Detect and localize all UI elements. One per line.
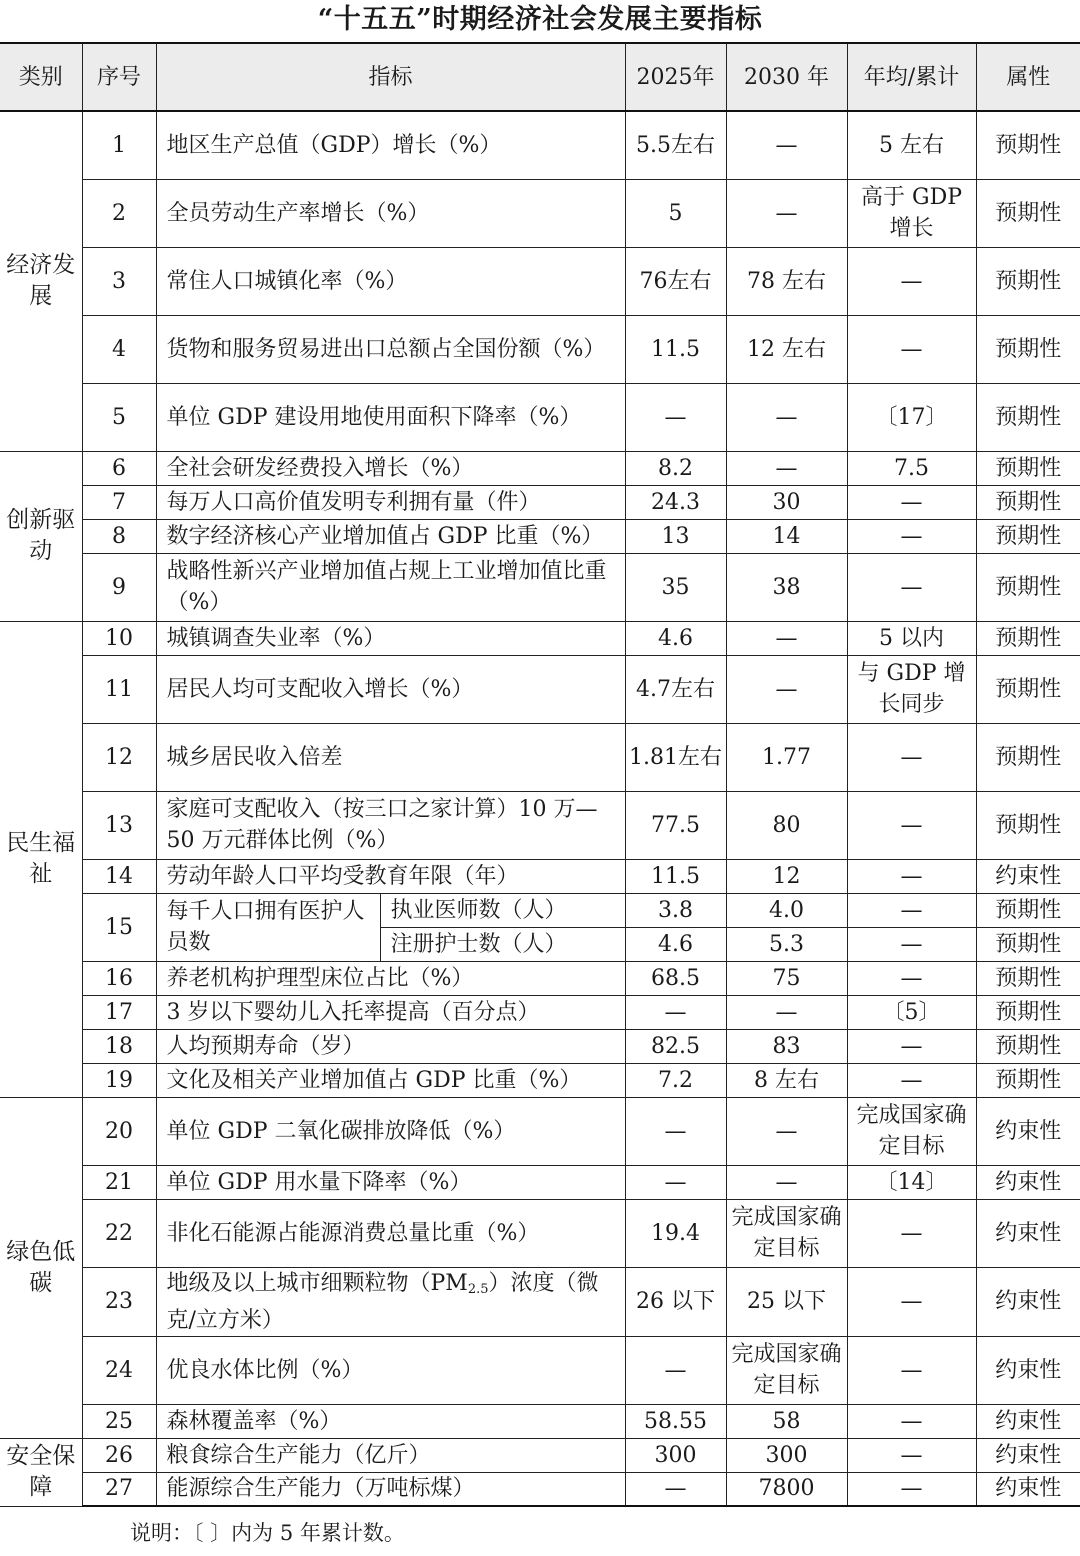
row-annual: —	[847, 247, 976, 315]
row-indicator: 单位 GDP 用水量下降率（%）	[156, 1165, 625, 1199]
table-row	[0, 1063, 1080, 1097]
row-no: 2	[82, 179, 156, 247]
row-2030: —	[726, 111, 847, 179]
row-annual: —	[847, 1267, 976, 1336]
row-indicator: 战略性新兴产业增加值占规上工业增加值比重（%）	[156, 553, 625, 621]
row-attribute: 预期性	[976, 893, 1080, 927]
row-indicator: 货物和服务贸易进出口总额占全国份额（%）	[156, 315, 625, 383]
row-2030: 25 以下	[726, 1267, 847, 1336]
col-header-2030: 2030 年	[726, 43, 847, 111]
row-no: 18	[82, 1029, 156, 1063]
row-2025: —	[625, 1336, 726, 1404]
row-no: 23	[82, 1267, 156, 1336]
table-row	[0, 553, 1080, 621]
table-row	[0, 995, 1080, 1029]
row-indicator: 城乡居民收入倍差	[156, 723, 625, 791]
row-attribute: 预期性	[976, 655, 1080, 723]
col-header-no: 序号	[82, 43, 156, 111]
row-annual: 5 以内	[847, 621, 976, 655]
row-2030: 完成国家确定目标	[726, 1199, 847, 1267]
row-2025: 19.4	[625, 1199, 726, 1267]
row-no: 9	[82, 553, 156, 621]
row-attribute: 预期性	[976, 1029, 1080, 1063]
row-attribute: 约束性	[976, 1199, 1080, 1267]
row-annual: —	[847, 961, 976, 995]
row-2025: —	[625, 1097, 726, 1165]
row-attribute: 预期性	[976, 1063, 1080, 1097]
row-annual: 〔17〕	[847, 383, 976, 451]
row-2025: 26 以下	[625, 1267, 726, 1336]
row-attribute: 预期性	[976, 315, 1080, 383]
indicator-text: 地级及以上城市细颗粒物（PM	[166, 1270, 468, 1296]
row-2030: —	[726, 1165, 847, 1199]
row-2025: 11.5	[625, 315, 726, 383]
table-row	[0, 519, 1080, 553]
row-indicator: 每千人口拥有医护人员数	[156, 893, 380, 961]
row-annual: —	[847, 859, 976, 893]
row-annual: 高于 GDP 增长	[847, 179, 976, 247]
row-2025: 11.5	[625, 859, 726, 893]
table-row	[0, 451, 1080, 485]
table-row	[0, 1404, 1080, 1438]
row-2030: 7800	[726, 1472, 847, 1506]
row-no: 21	[82, 1165, 156, 1199]
row-2025: —	[625, 383, 726, 451]
row-annual: —	[847, 1029, 976, 1063]
row-no: 1	[82, 111, 156, 179]
row-2025: 4.6	[625, 621, 726, 655]
row-2030: 75	[726, 961, 847, 995]
row-attribute: 约束性	[976, 1472, 1080, 1506]
row-annual: —	[847, 553, 976, 621]
row-no: 11	[82, 655, 156, 723]
row-indicator: 非化石能源占能源消费总量比重（%）	[156, 1199, 625, 1267]
page-title: “十五五”时期经济社会发展主要指标	[317, 4, 763, 35]
row-annual: 5 左右	[847, 111, 976, 179]
row-2030: 78 左右	[726, 247, 847, 315]
row-no: 15	[82, 893, 156, 961]
row-2030: 完成国家确定目标	[726, 1336, 847, 1404]
table-row	[0, 485, 1080, 519]
row-2025: 35	[625, 553, 726, 621]
row-attribute: 预期性	[976, 995, 1080, 1029]
row-attribute: 预期性	[976, 485, 1080, 519]
row-attribute: 预期性	[976, 111, 1080, 179]
indicators-table	[0, 42, 1080, 1507]
row-2030: —	[726, 179, 847, 247]
row-annual: 7.5	[847, 451, 976, 485]
table-row	[0, 1165, 1080, 1199]
row-2030: 83	[726, 1029, 847, 1063]
row-2030: 300	[726, 1438, 847, 1472]
row-no: 8	[82, 519, 156, 553]
col-header-indicator: 指标	[156, 43, 625, 111]
row-indicator: 每万人口高价值发明专利拥有量（件）	[156, 485, 625, 519]
table-row	[0, 655, 1080, 723]
row-2025: 300	[625, 1438, 726, 1472]
row-indicator: 养老机构护理型床位占比（%）	[156, 961, 625, 995]
row-no: 16	[82, 961, 156, 995]
row-attribute: 预期性	[976, 927, 1080, 961]
row-2030: —	[726, 451, 847, 485]
row-2025: 13	[625, 519, 726, 553]
row-no: 20	[82, 1097, 156, 1165]
category-wellbeing: 民生福祉	[0, 621, 82, 1097]
row-2025: 24.3	[625, 485, 726, 519]
row-indicator: 全员劳动生产率增长（%）	[156, 179, 625, 247]
row-2025: 76左右	[625, 247, 726, 315]
row-indicator: 劳动年龄人口平均受教育年限（年）	[156, 859, 625, 893]
row-2025: —	[625, 1165, 726, 1199]
row-2025: 77.5	[625, 791, 726, 859]
row-no: 24	[82, 1336, 156, 1404]
row-indicator: 居民人均可支配收入增长（%）	[156, 655, 625, 723]
footnote: 说明：〔 〕内为 5 年累计数。	[130, 1521, 405, 1545]
table-row	[0, 1472, 1080, 1506]
row-attribute: 预期性	[976, 723, 1080, 791]
row-2030: —	[726, 655, 847, 723]
row-indicator	[156, 1267, 625, 1336]
row-attribute: 预期性	[976, 383, 1080, 451]
subscript-text: 2.5	[467, 1281, 489, 1297]
row-no: 3	[82, 247, 156, 315]
table-row	[0, 179, 1080, 247]
col-header-annual: 年均/累计	[847, 43, 976, 111]
row-indicator: 常住人口城镇化率（%）	[156, 247, 625, 315]
row-attribute: 约束性	[976, 1438, 1080, 1472]
row-2025: 8.2	[625, 451, 726, 485]
category-security: 安全保障	[0, 1438, 82, 1506]
row-no: 12	[82, 723, 156, 791]
indicator-text: ）浓度（微克/立方米）	[166, 1270, 599, 1333]
row-2025: 68.5	[625, 961, 726, 995]
row-2030: 5.3	[726, 927, 847, 961]
row-2025: 58.55	[625, 1404, 726, 1438]
row-no: 5	[82, 383, 156, 451]
row-indicator: 文化及相关产业增加值占 GDP 比重（%）	[156, 1063, 625, 1097]
col-header-2025: 2025年	[625, 43, 726, 111]
row-indicator: 森林覆盖率（%）	[156, 1404, 625, 1438]
row-2025: 7.2	[625, 1063, 726, 1097]
row-indicator: 粮食综合生产能力（亿斤）	[156, 1438, 625, 1472]
row-annual: —	[847, 1063, 976, 1097]
row-annual: —	[847, 791, 976, 859]
row-2030: 12 左右	[726, 315, 847, 383]
row-annual: —	[847, 1472, 976, 1506]
row-attribute: 约束性	[976, 1404, 1080, 1438]
row-attribute: 约束性	[976, 1336, 1080, 1404]
row-2030: 80	[726, 791, 847, 859]
row-no: 25	[82, 1404, 156, 1438]
row-attribute: 预期性	[976, 519, 1080, 553]
table-row	[0, 247, 1080, 315]
category-economy: 经济发展	[0, 111, 82, 451]
row-2030: —	[726, 1097, 847, 1165]
col-header-attribute: 属性	[976, 43, 1080, 111]
table-row	[0, 383, 1080, 451]
table-row	[0, 1097, 1080, 1165]
row-2025: 3.8	[625, 893, 726, 927]
row-no: 4	[82, 315, 156, 383]
row-no: 10	[82, 621, 156, 655]
row-2030: 14	[726, 519, 847, 553]
category-innovation: 创新驱动	[0, 451, 82, 621]
table-row	[0, 111, 1080, 179]
row-annual: —	[847, 1199, 976, 1267]
row-annual: 〔5〕	[847, 995, 976, 1029]
row-indicator: 数字经济核心产业增加值占 GDP 比重（%）	[156, 519, 625, 553]
row-attribute: 预期性	[976, 247, 1080, 315]
row-attribute: 约束性	[976, 1165, 1080, 1199]
row-attribute: 预期性	[976, 553, 1080, 621]
row-no: 14	[82, 859, 156, 893]
row-attribute: 预期性	[976, 179, 1080, 247]
row-annual: —	[847, 723, 976, 791]
table-row	[0, 893, 1080, 927]
row-2030: 30	[726, 485, 847, 519]
category-green: 绿色低碳	[0, 1097, 82, 1438]
row-indicator: 地区生产总值（GDP）增长（%）	[156, 111, 625, 179]
row-annual: 〔14〕	[847, 1165, 976, 1199]
row-indicator: 全社会研发经费投入增长（%）	[156, 451, 625, 485]
row-sub-indicator: 注册护士数（人）	[380, 927, 625, 961]
table-row	[0, 315, 1080, 383]
table-row	[0, 1029, 1080, 1063]
row-no: 7	[82, 485, 156, 519]
header-row	[0, 43, 1080, 111]
row-indicator: 城镇调查失业率（%）	[156, 621, 625, 655]
row-indicator: 家庭可支配收入（按三口之家计算）10 万—50 万元群体比例（%）	[156, 791, 625, 859]
table-row	[0, 621, 1080, 655]
row-indicator: 单位 GDP 二氧化碳排放降低（%）	[156, 1097, 625, 1165]
row-annual: —	[847, 893, 976, 927]
row-annual: —	[847, 1404, 976, 1438]
row-attribute: 预期性	[976, 791, 1080, 859]
row-no: 26	[82, 1438, 156, 1472]
row-indicator: 3 岁以下婴幼儿入托率提高（百分点）	[156, 995, 625, 1029]
row-attribute: 预期性	[976, 621, 1080, 655]
row-2025: 82.5	[625, 1029, 726, 1063]
row-annual: —	[847, 1336, 976, 1404]
row-attribute: 约束性	[976, 859, 1080, 893]
row-annual: —	[847, 519, 976, 553]
row-indicator: 人均预期寿命（岁）	[156, 1029, 625, 1063]
row-indicator: 单位 GDP 建设用地使用面积下降率（%）	[156, 383, 625, 451]
row-2025: 4.7左右	[625, 655, 726, 723]
row-no: 27	[82, 1472, 156, 1506]
row-no: 19	[82, 1063, 156, 1097]
row-annual: 与 GDP 增长同步	[847, 655, 976, 723]
table-row	[0, 1336, 1080, 1404]
row-2025: 4.6	[625, 927, 726, 961]
row-2025: 5.5左右	[625, 111, 726, 179]
row-annual: —	[847, 485, 976, 519]
row-sub-indicator: 执业医师数（人）	[380, 893, 625, 927]
row-indicator: 能源综合生产能力（万吨标煤）	[156, 1472, 625, 1506]
row-annual: —	[847, 315, 976, 383]
table-row	[0, 1438, 1080, 1472]
row-2030: 1.77	[726, 723, 847, 791]
row-annual: 完成国家确定目标	[847, 1097, 976, 1165]
table-row	[0, 859, 1080, 893]
row-2025: 5	[625, 179, 726, 247]
table-row	[0, 1199, 1080, 1267]
table-row	[0, 791, 1080, 859]
row-2025: —	[625, 995, 726, 1029]
row-2030: —	[726, 995, 847, 1029]
row-annual: —	[847, 1438, 976, 1472]
row-attribute: 预期性	[976, 451, 1080, 485]
row-annual: —	[847, 927, 976, 961]
row-no: 17	[82, 995, 156, 1029]
row-2030: 38	[726, 553, 847, 621]
row-indicator: 优良水体比例（%）	[156, 1336, 625, 1404]
row-2030: —	[726, 383, 847, 451]
row-attribute: 约束性	[976, 1097, 1080, 1165]
table-row	[0, 723, 1080, 791]
row-2030: 8 左右	[726, 1063, 847, 1097]
row-2030: 12	[726, 859, 847, 893]
row-attribute: 预期性	[976, 961, 1080, 995]
row-2030: 58	[726, 1404, 847, 1438]
row-no: 22	[82, 1199, 156, 1267]
row-no: 6	[82, 451, 156, 485]
row-attribute: 约束性	[976, 1267, 1080, 1336]
row-no: 13	[82, 791, 156, 859]
col-header-category: 类别	[0, 43, 82, 111]
row-2025: —	[625, 1472, 726, 1506]
table-row	[0, 961, 1080, 995]
row-2030: —	[726, 621, 847, 655]
table-row	[0, 1267, 1080, 1336]
row-2025: 1.81左右	[625, 723, 726, 791]
row-2030: 4.0	[726, 893, 847, 927]
